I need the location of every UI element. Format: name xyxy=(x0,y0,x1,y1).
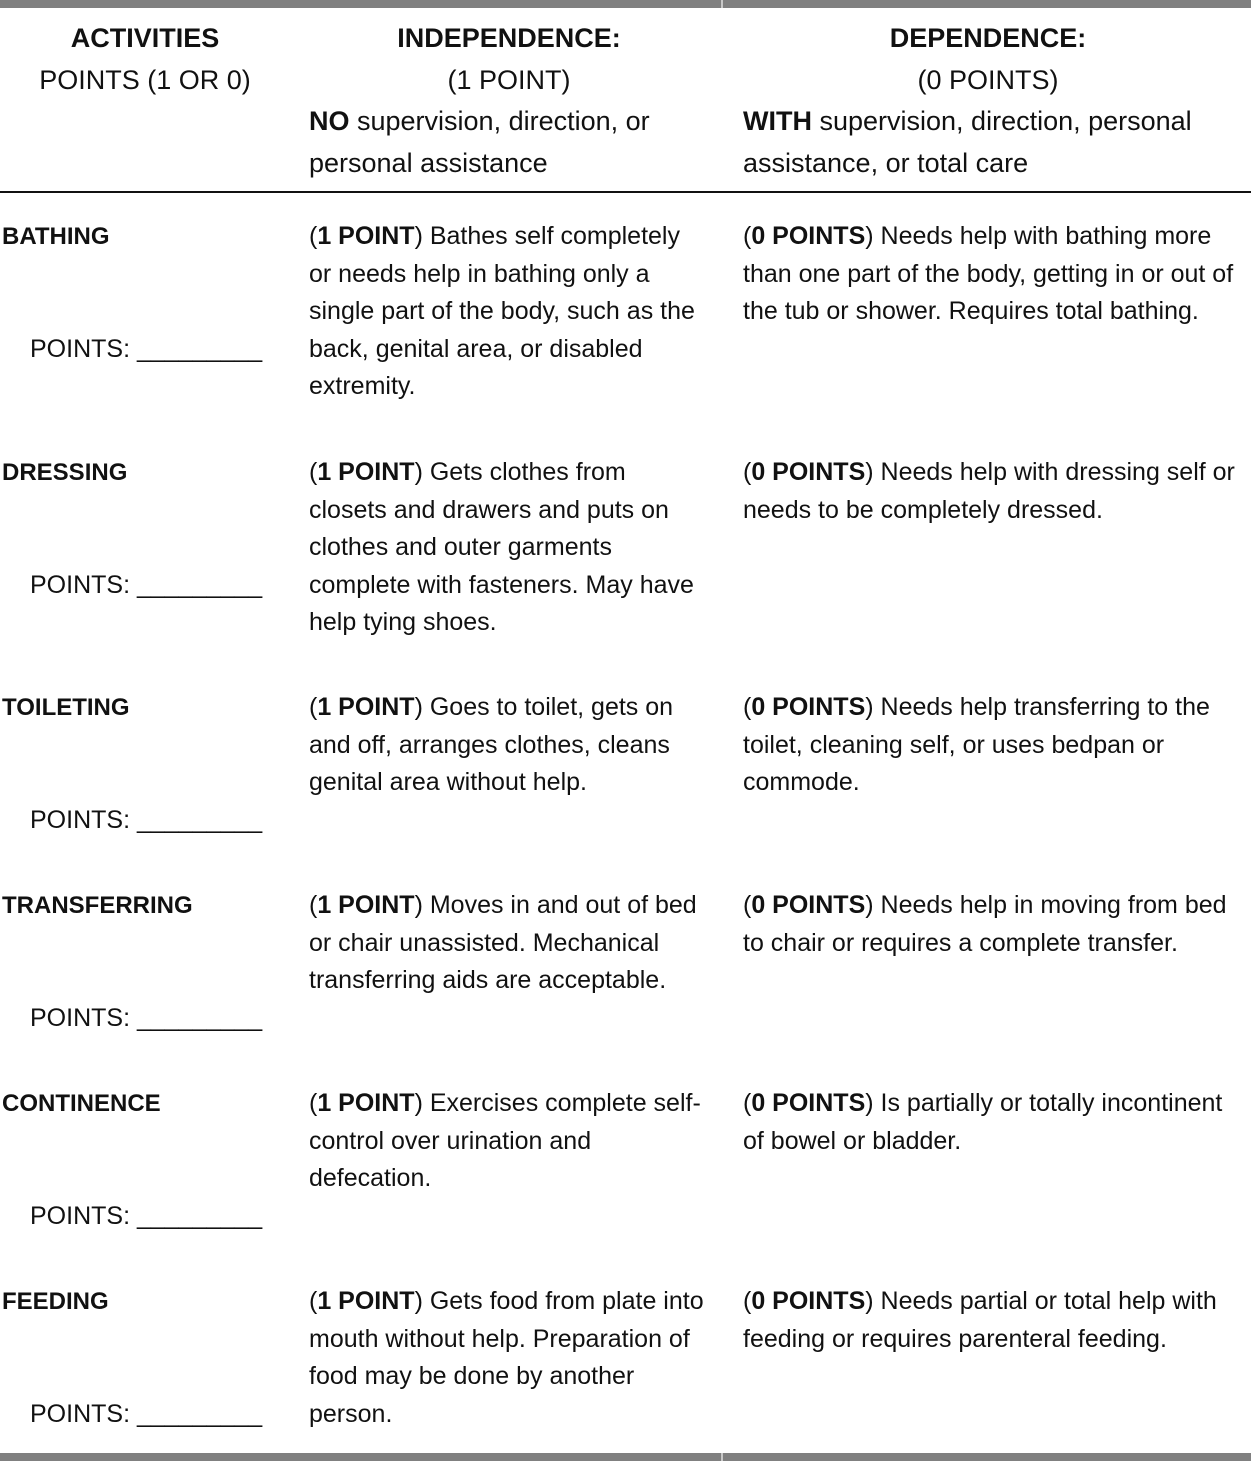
close-paren: ) xyxy=(865,222,874,250)
description-text: Bathes self completely or needs help in bathing only a single part of the body, such as the back, genital area, or disabled extremity. xyxy=(309,222,695,401)
description-text: Gets clothes from closets and drawers and puts on clothes and outer garments complete with fasteners. May have help tying shoes. xyxy=(309,458,694,637)
open-paren: ( xyxy=(743,222,752,250)
points-field[interactable]: POINTS: _________ xyxy=(30,1202,263,1230)
close-paren: ) xyxy=(865,1089,874,1117)
close-paren: ) xyxy=(414,1089,423,1117)
header-subtitle: (1 POINT) xyxy=(447,64,571,95)
column-divider xyxy=(721,1453,723,1461)
point-value: 1 POINT xyxy=(317,1287,415,1315)
open-paren: ( xyxy=(309,458,318,486)
open-paren: ( xyxy=(309,222,318,250)
activity-name: TRANSFERRING xyxy=(2,892,193,919)
header-description xyxy=(309,101,709,184)
independence-description xyxy=(309,1085,709,1198)
open-paren: ( xyxy=(309,1089,318,1117)
open-paren: ( xyxy=(743,693,752,721)
points-field[interactable]: POINTS: _________ xyxy=(30,1400,263,1428)
point-value: 0 POINTS xyxy=(751,458,866,486)
header-subtitle: (0 POINTS) xyxy=(917,64,1059,95)
points-field[interactable]: POINTS: _________ xyxy=(30,335,263,363)
point-value: 1 POINT xyxy=(317,222,415,250)
header-title: ACTIVITIES xyxy=(70,23,220,53)
close-paren: ) xyxy=(414,891,423,919)
close-paren: ) xyxy=(865,458,874,486)
header-emphasis: WITH xyxy=(743,106,812,136)
header-text: supervision, direction, or personal assistance xyxy=(309,106,650,178)
close-paren: ) xyxy=(414,222,423,250)
description-text: Needs help in moving from bed to chair or requires a complete transfer. xyxy=(743,891,1227,957)
point-value: 1 POINT xyxy=(317,891,415,919)
independence-description xyxy=(309,454,709,642)
dependence-description xyxy=(743,454,1243,529)
dependence-description xyxy=(743,218,1243,331)
open-paren: ( xyxy=(309,891,318,919)
point-value: 1 POINT xyxy=(317,693,415,721)
description-text: Needs help with dressing self or needs to be completely dressed. xyxy=(743,458,1235,524)
point-value: 0 POINTS xyxy=(751,1089,866,1117)
open-paren: ( xyxy=(743,458,752,486)
independence-description xyxy=(309,689,709,802)
description-text: Needs partial or total help with feeding or requires parenteral feeding. xyxy=(743,1287,1217,1353)
point-value: 1 POINT xyxy=(317,458,415,486)
independence-description xyxy=(309,887,709,1000)
description-text: Gets food from plate into mouth without help. Preparation of food may be done by another person. xyxy=(309,1287,704,1428)
activity-name: CONTINENCE xyxy=(2,1090,161,1117)
header-description xyxy=(743,101,1243,184)
header-text: supervision, direction, personal assistance, or total care xyxy=(743,106,1192,178)
points-field[interactable]: POINTS: _________ xyxy=(30,806,263,834)
description-text: Moves in and out of bed or chair unassisted. Mechanical transferring aids are acceptable. xyxy=(309,891,697,995)
open-paren: ( xyxy=(309,693,318,721)
open-paren: ( xyxy=(743,1287,752,1315)
column-divider xyxy=(721,0,723,8)
open-paren: ( xyxy=(309,1287,318,1315)
point-value: 1 POINT xyxy=(317,1089,415,1117)
open-paren: ( xyxy=(743,891,752,919)
activity-name: FEEDING xyxy=(2,1288,109,1315)
point-value: 0 POINTS xyxy=(751,222,866,250)
description-text: Exercises complete self-control over urination and defecation. xyxy=(309,1089,701,1193)
description-text: Goes to toilet, gets on and off, arranges clothes, cleans genital area without help. xyxy=(309,693,674,797)
activity-name: BATHING xyxy=(2,223,110,250)
close-paren: ) xyxy=(414,693,423,721)
open-paren: ( xyxy=(743,1089,752,1117)
dependence-description xyxy=(743,887,1243,962)
dependence-description xyxy=(743,1085,1243,1160)
header-subtitle: POINTS (1 OR 0) xyxy=(39,64,251,95)
dependence-description xyxy=(743,689,1243,802)
close-paren: ) xyxy=(414,1287,423,1315)
close-paren: ) xyxy=(865,1287,874,1315)
description-text: Needs help transferring to the toilet, cleaning self, or uses bedpan or commode. xyxy=(743,693,1210,797)
header-title: INDEPENDENCE: xyxy=(397,23,621,53)
header-emphasis: NO xyxy=(309,106,350,136)
points-field[interactable]: POINTS: _________ xyxy=(30,571,263,599)
points-field[interactable]: POINTS: _________ xyxy=(30,1004,263,1032)
independence-description xyxy=(309,218,709,406)
close-paren: ) xyxy=(414,458,423,486)
point-value: 0 POINTS xyxy=(751,693,866,721)
header-independence xyxy=(309,18,709,184)
header-divider xyxy=(0,191,1251,193)
independence-description xyxy=(309,1283,709,1433)
header-title: DEPENDENCE: xyxy=(889,23,1087,53)
bottom-border xyxy=(0,1453,1251,1461)
description-text: Is partially or totally incontinent of bowel or bladder. xyxy=(743,1089,1223,1155)
activity-name: DRESSING xyxy=(2,459,128,486)
description-text: Needs help with bathing more than one part of the body, getting in or out of the tub or shower. Requires total bathing. xyxy=(743,222,1234,326)
point-value: 0 POINTS xyxy=(751,891,866,919)
activity-name: TOILETING xyxy=(2,694,130,721)
close-paren: ) xyxy=(865,891,874,919)
header-activities xyxy=(0,18,290,101)
close-paren: ) xyxy=(865,693,874,721)
dependence-description xyxy=(743,1283,1243,1358)
header-dependence xyxy=(743,18,1243,184)
point-value: 0 POINTS xyxy=(751,1287,866,1315)
top-border xyxy=(0,0,1251,8)
